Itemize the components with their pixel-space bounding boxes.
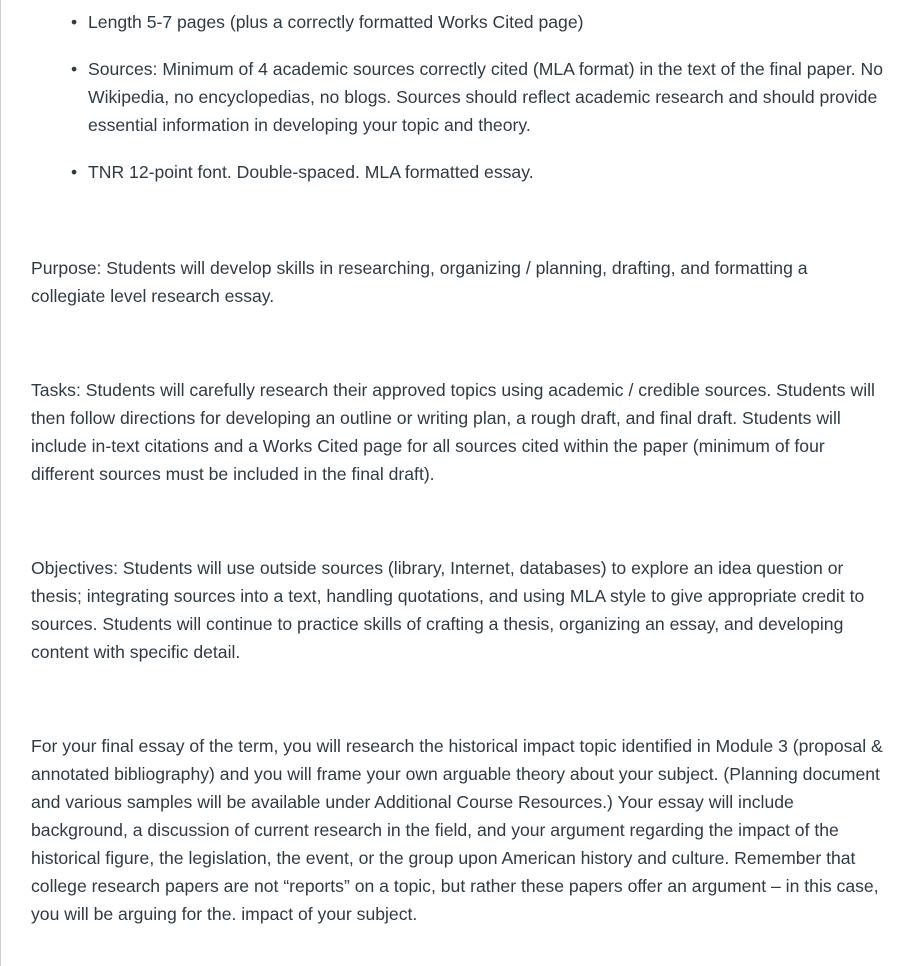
bullet-icon: • [71, 162, 78, 182]
list-item [31, 158, 883, 186]
bullet-icon: • [71, 12, 78, 32]
list-item [31, 8, 883, 36]
requirement-length: Length 5-7 pages (plus a correctly formatted Works Cited page) [88, 12, 584, 32]
objectives-paragraph: Objectives: Students will use outside sources (library, Internet, databases) to explore an idea question or thesis; integrating sources into a text, handling quotations, and using MLA style to give appropriate credit to sources. Students will continue to practice skills of crafting a thesis, organizing an essay, and developing content with specific detail. [31, 558, 865, 662]
bullet-icon: • [71, 59, 78, 79]
final-essay-paragraph: For your final essay of the term, you will research the historical impact topic identified in Module 3 (proposal & annotated bibliography) and you will frame your own arguable theory about your subject. (Planning document and various samples will be available under Additional Course Resources.) Your essay will include background, a discussion of current research in the field, and your argument regarding the impact of the historical figure, the legislation, the event, or the group upon American history and culture. Remember that college research papers are not “reports” on a topic, but rather these papers offer an argument – in this case, you will be arguing for the. impact of your subject. [31, 736, 883, 924]
requirements-list [31, 8, 883, 186]
requirement-format: TNR 12-point font. Double-spaced. MLA formatted essay. [88, 162, 534, 182]
list-item [31, 55, 883, 139]
tasks-paragraph: Tasks: Students will carefully research their approved topics using academic / credible sources. Students will then follow directions for developing an outline or writing plan, a rough draft, and final draft. Students will include in-text citations and a Works Cited page for all sources cited within the paper (minimum of four different sources must be included in the final draft). [31, 380, 875, 484]
assignment-description [31, 8, 883, 928]
purpose-paragraph: Purpose: Students will develop skills in researching, organizing / planning, drafting, and formatting a collegiate level research essay. [31, 258, 808, 306]
requirement-sources: Sources: Minimum of 4 academic sources correctly cited (MLA format) in the text of the final paper. No Wikipedia, no encyclopedias, no blogs. Sources should reflect academic research and should provide essential information in developing your topic and theory. [88, 59, 883, 135]
